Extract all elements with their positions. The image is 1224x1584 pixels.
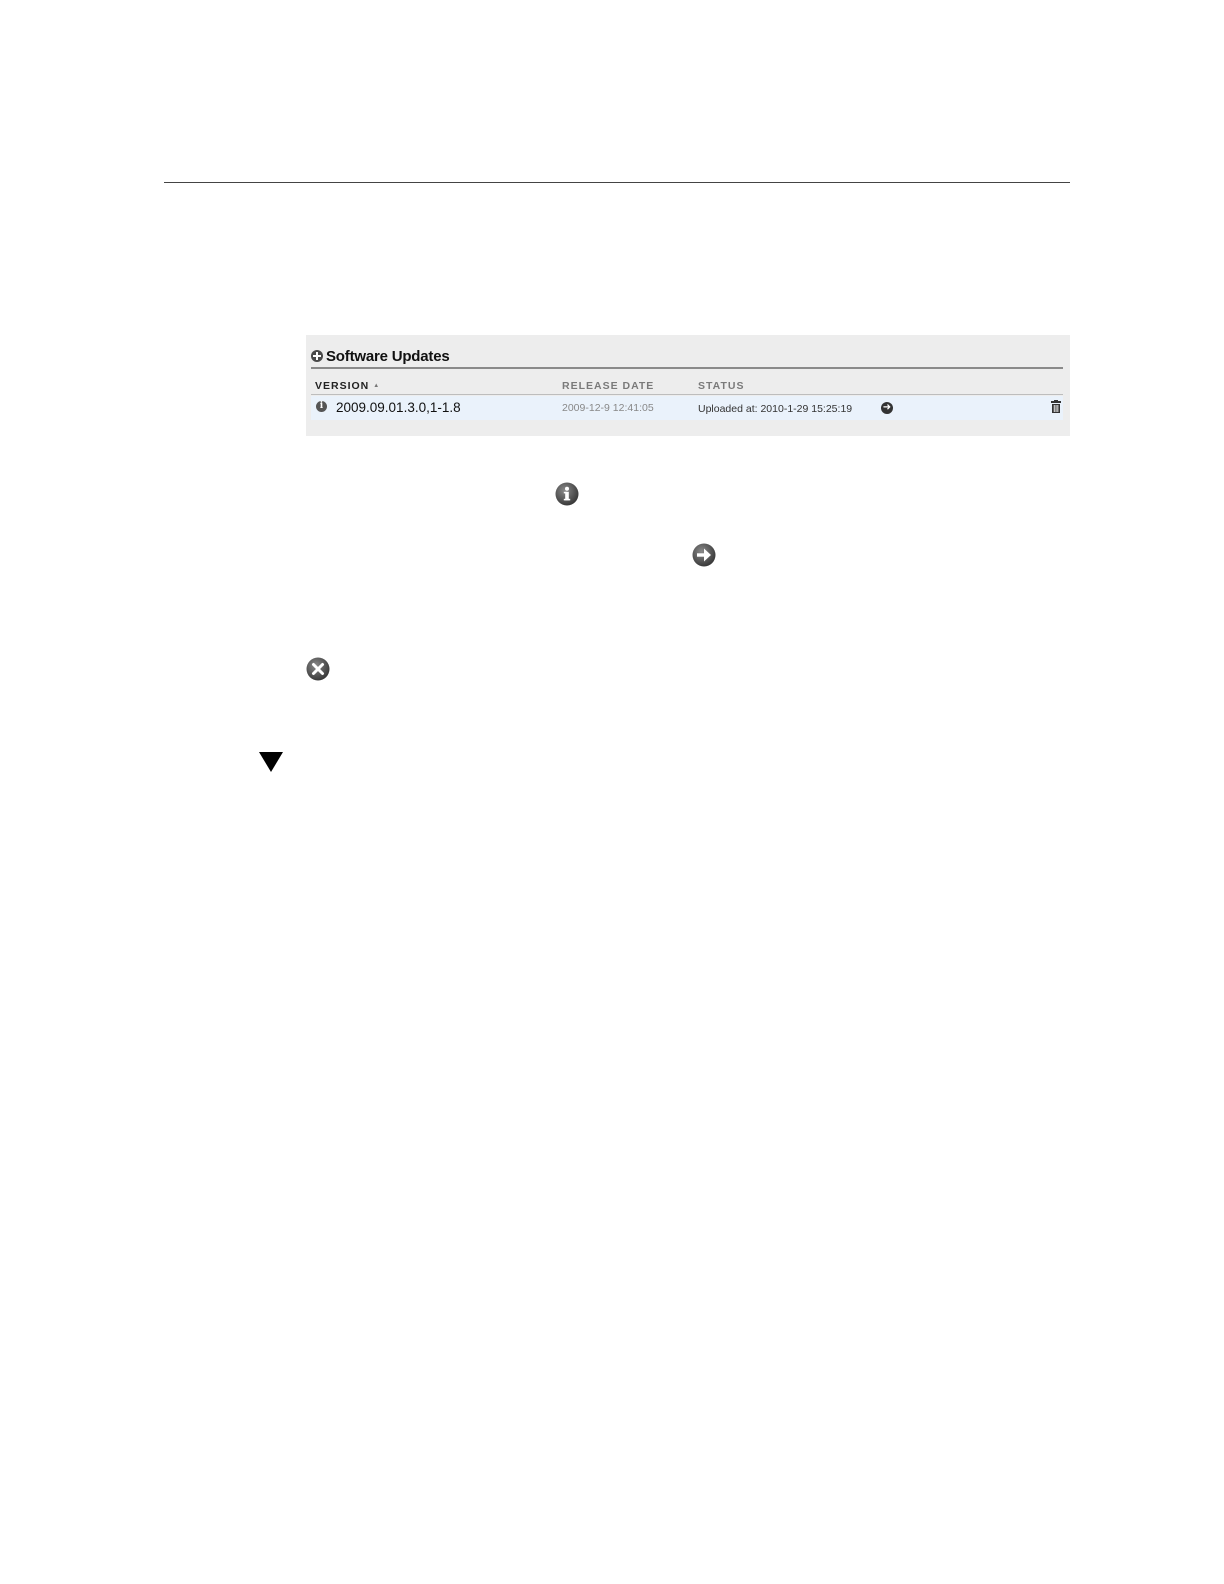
header-divider (311, 394, 1063, 395)
arrow-right-icon (692, 543, 716, 567)
software-updates-panel (306, 335, 1070, 436)
column-header-status[interactable]: STATUS (698, 380, 745, 392)
warning-triangle-icon (259, 752, 283, 772)
apply-arrow-icon[interactable]: ➜ (882, 402, 892, 413)
column-header-version[interactable] (315, 380, 380, 392)
column-header-version-label: VERSION (315, 380, 370, 392)
cancel-icon (306, 657, 330, 681)
info-icon[interactable]: i (316, 401, 327, 412)
info-icon (555, 482, 579, 506)
trash-icon[interactable] (1050, 400, 1062, 414)
status-cell: Uploaded at: 2010-1-29 15:25:19 (698, 403, 853, 415)
release-date-cell: 2009-12-9 12:41:05 (562, 402, 654, 414)
header-rule (164, 182, 1070, 183)
expand-plus-icon[interactable] (311, 350, 323, 362)
table-row[interactable] (311, 396, 1063, 420)
version-cell: 2009.09.01.3.0,1-1.8 (336, 400, 461, 415)
panel-header (311, 345, 450, 367)
sort-ascending-icon: ▲ (373, 383, 381, 390)
column-header-release-date[interactable]: RELEASE DATE (562, 380, 655, 392)
panel-title: Software Updates (326, 347, 450, 365)
panel-title-divider (311, 367, 1063, 369)
